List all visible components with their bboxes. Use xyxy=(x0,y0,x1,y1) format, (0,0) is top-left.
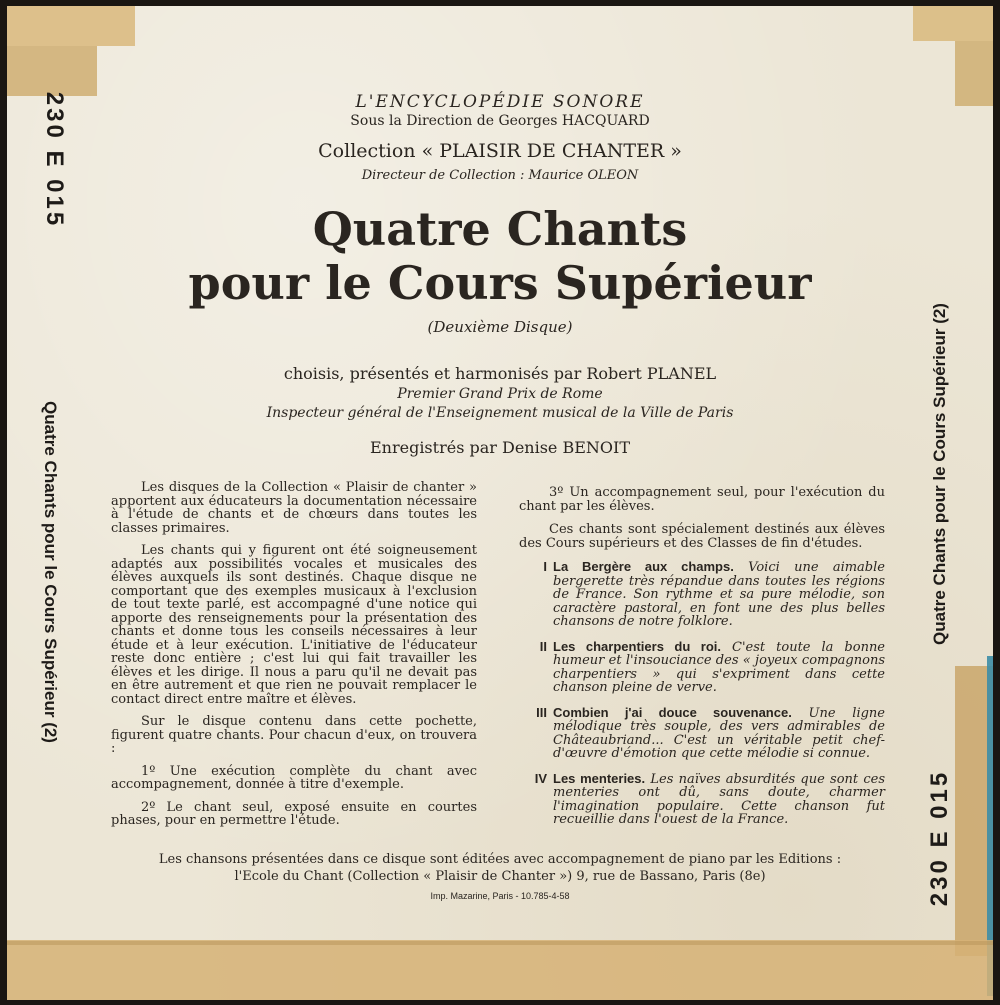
song-item xyxy=(519,640,885,695)
publisher-footer xyxy=(108,851,892,885)
tape-bottom-shadow xyxy=(7,941,993,945)
song-text xyxy=(553,706,885,761)
tape-top-left-lower xyxy=(7,46,97,96)
recording-credit: Enregistrés par Denise BENOIT xyxy=(369,438,631,457)
tape-top-left xyxy=(7,6,135,46)
song-title: Combien j'ai douce souvenance. xyxy=(553,704,792,720)
left-text-column xyxy=(111,481,477,837)
paragraph: 3º Un accompagnement seul, pour l'exécution du chant par les élèves. xyxy=(519,485,885,514)
paragraph: Les disques de la Collection « Plaisir de chanter » apportent aux éducateurs la documentation nécessaire à l'étude de chants et de chœurs dans toutes les classes primaires. xyxy=(111,480,477,536)
collection-name: Collection « PLAISIR DE CHANTER » xyxy=(318,140,682,162)
song-number: II xyxy=(539,638,547,654)
song-description: Voici une aimable bergerette très répandue dans toutes les régions de France. Son rythme et sa pure mélodie, son caractère pastoral, en font une des plus belles chansons de notre folklore. xyxy=(553,560,885,629)
song-number: IV xyxy=(534,770,547,786)
paragraph: Ces chants sont spécialement destinés aux élèves des Cours supérieurs et des Classes de fin d'études. xyxy=(519,522,885,551)
song-number: III xyxy=(536,704,547,720)
printer-imprint: Imp. Mazarine, Paris - 10.785-4-58 xyxy=(430,891,570,901)
song-title: La Bergère aux champs. xyxy=(553,559,734,574)
main-title-line2: pour le Cours Supérieur xyxy=(188,256,812,310)
song-text xyxy=(553,640,885,695)
song-description: Les naïves absurdités que sont ces menteries ont dû, sans doute, charmer l'imagination populaire. Cette chanson fut recueillie dans l'ouest de la France. xyxy=(553,771,885,827)
song-text xyxy=(553,560,885,629)
song-description: Une ligne mélodique très souple, des vers admirables de Châteaubriand... C'est un véritable petit chef-d'œuvre d'émotion que cette mélodie si connue. xyxy=(553,705,885,761)
spine-left-title: Quatre Chants pour le Cours Supérieur (2) xyxy=(41,401,60,743)
spine-left-catalog-code: 230 E 015 xyxy=(41,91,68,229)
tape-top-right xyxy=(913,6,993,41)
main-title-line1: Quatre Chants xyxy=(312,202,688,256)
footer-line: l'Ecole du Chant (Collection « Plaisir de Chanter ») 9, rue de Bassano, Paris (8e) xyxy=(234,869,766,884)
tape-bottom-edge xyxy=(7,940,993,1000)
song-item xyxy=(519,560,885,629)
song-item xyxy=(519,706,885,761)
spine-right-title: Quatre Chants pour le Cours Supérieur (2) xyxy=(930,303,949,645)
song-item xyxy=(519,772,885,827)
right-text-column xyxy=(519,486,885,838)
encyclopedie-heading: L'ENCYCLOPÉDIE SONORE xyxy=(355,92,645,112)
paragraph: Sur le disque contenu dans cette pochette, figurent quatre chants. Pour chacun d'eux, on trouvera : xyxy=(111,714,477,756)
song-title: Les menteries. xyxy=(553,770,646,786)
song-number: I xyxy=(543,559,547,574)
song-text xyxy=(553,772,885,827)
disc-subtitle: (Deuxième Disque) xyxy=(427,318,573,336)
song-description: C'est toute la bonne humeur et l'insouciance des « joyeux compagnons charpentiers » qui s'expriment dans cette chanson pleine de verve. xyxy=(553,639,886,695)
paragraph: Les chants qui y figurent ont été soigneusement adaptés aux possibilités vocales et musicales des élèves auxquels ils sont destinés. Chaque disque ne comportant que des exemples musicaux à l'exclusion de tout texte parlé, est accompagné d'une notice qui apporte des renseignements pour la présentation des chants et donne tous les conseils nécessaires à leur étude et à leur exécution. L'initiative de l'éducateur reste donc entière ; c'est lui qui fait travailler les élèves et les dirige. Il nous a paru qu'il ne devait pas en être autrement et que rien ne pouvait remplacer le contact direct entre maître et élèves. xyxy=(111,543,477,707)
arranger-title: Inspecteur général de l'Enseignement musical de la Ville de Paris xyxy=(266,405,734,421)
paragraph: 2º Le chant seul, exposé ensuite en courtes phases, pour en permettre l'étude. xyxy=(111,799,477,828)
collection-director: Directeur de Collection : Maurice OLEON xyxy=(361,168,639,183)
arranger-credit: choisis, présentés et harmonisés par Robert PLANEL xyxy=(283,364,717,383)
paragraph: 1º Une exécution complète du chant avec accompagnement, donnée à titre d'exemple. xyxy=(111,763,477,792)
spine-right-catalog-code: 230 E 015 xyxy=(926,769,953,907)
arranger-award: Premier Grand Prix de Rome xyxy=(397,386,603,402)
direction-line: Sous la Direction de Georges HACQUARD xyxy=(350,113,650,129)
song-title: Les charpentiers du roi. xyxy=(553,638,722,654)
footer-line: Les chansons présentées dans ce disque sont éditées avec accompagnement de piano par les Editions : xyxy=(158,852,842,867)
